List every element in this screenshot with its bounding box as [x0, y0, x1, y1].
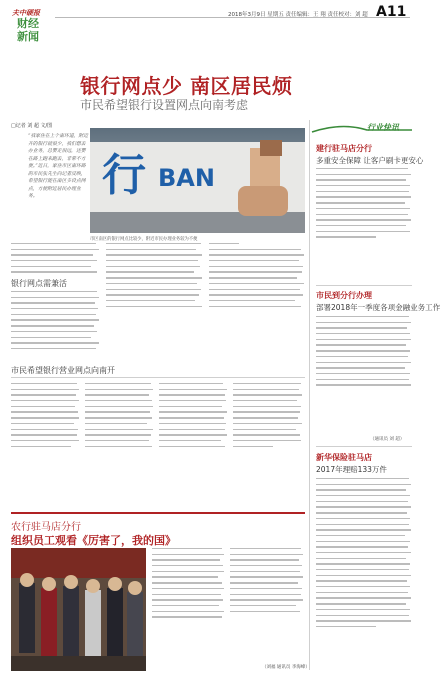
sidebar-item-2-subtitle: 部署2018年一季度各项金融业务工作 [316, 303, 440, 312]
sidebar-item-1-text [316, 168, 412, 283]
staff-photo-image [11, 548, 146, 671]
svg-text:行: 行 [102, 150, 146, 201]
sidebar-separator-2 [316, 446, 412, 447]
sidebar-item-1-subtitle: 多重安全保障 让客户刷卡更安心 [316, 156, 424, 165]
sidebar-item-1-title: 建行驻马店分行 [316, 144, 372, 153]
section-name-line2: 新闻 [17, 30, 39, 43]
sidebar-item-3-text [316, 478, 412, 668]
lead-quote: “我家住在上个南环道，附近开的银行就很少，我们想去办业务，总要走很远，还要在路上跑来跑去，非常不方便。”近日，家住市区南环路的市民张先生向记者反映，希望银行能在南区多设点网点，方便附近居民办理业务。 [28, 134, 89, 199]
sidebar-banner-text: 行业快讯 [367, 123, 399, 132]
page-info: 2018年3月9日 星期五 责任编辑：王 翔 责任校对：刘 超 [228, 12, 368, 18]
bottom-story-divider [11, 512, 305, 514]
bottom-story-kicker: 农行驻马店分行 [11, 522, 81, 533]
sidebar-item-2-text [316, 316, 412, 434]
section2-col1 [11, 383, 81, 503]
svg-text:BAN: BAN [158, 164, 215, 192]
photo-caption: 市区南区的银行网点比较少，附近市民办理业务较为不便 [90, 237, 198, 242]
page-number: A11 [376, 4, 407, 20]
section2-col2 [85, 383, 155, 503]
staff-photo [11, 548, 146, 671]
sidebar-item-3-title: 新华保险驻马店 [316, 453, 372, 462]
sidebar-item-2-title: 市民到分行办理 [316, 291, 372, 300]
newspaper-logo-text: 夫中硬报 [12, 8, 40, 17]
sidebar-banner [312, 122, 412, 134]
bank-photo-image [90, 128, 305, 233]
bottom-story-headline: 组织员工观看《厉害了，我的国》 [11, 534, 176, 547]
main-subhead: 市民希望银行设置网点向南考虑 [80, 98, 249, 112]
section-name [17, 17, 41, 43]
bank-photo [90, 128, 305, 233]
sidebar-divider [309, 120, 310, 670]
bottom-story-col2 [230, 548, 305, 658]
third-column-text [209, 243, 305, 363]
main-headline: 银行网点少 南区居民烦 [80, 74, 293, 98]
bottom-story-col1 [152, 548, 226, 666]
left-column-text-2 [11, 291, 101, 361]
section2-col3 [159, 383, 229, 503]
byline: □记者 刘 超 文/图 [11, 123, 53, 129]
section-heading-2: 市民希望银行营业网点向南开 [11, 366, 115, 375]
sidebar-item-3-subtitle: 2017年理赔133万件 [316, 465, 387, 474]
bottom-story-credit: （刘福 通讯员 李海峰） [262, 665, 310, 670]
left-column-text-1 [11, 243, 101, 273]
sidebar-separator-1 [316, 285, 412, 286]
section2-col4 [233, 383, 305, 503]
section-name-line1: 财经 [17, 17, 39, 30]
middle-column-text [106, 243, 204, 363]
header-divider [55, 17, 410, 18]
section-logo [10, 6, 50, 64]
sidebar-item-2-credit: （通讯员 刘 超） [370, 437, 405, 442]
section-heading-1: 银行网点需兼活 [11, 279, 67, 288]
section-divider [11, 377, 305, 378]
